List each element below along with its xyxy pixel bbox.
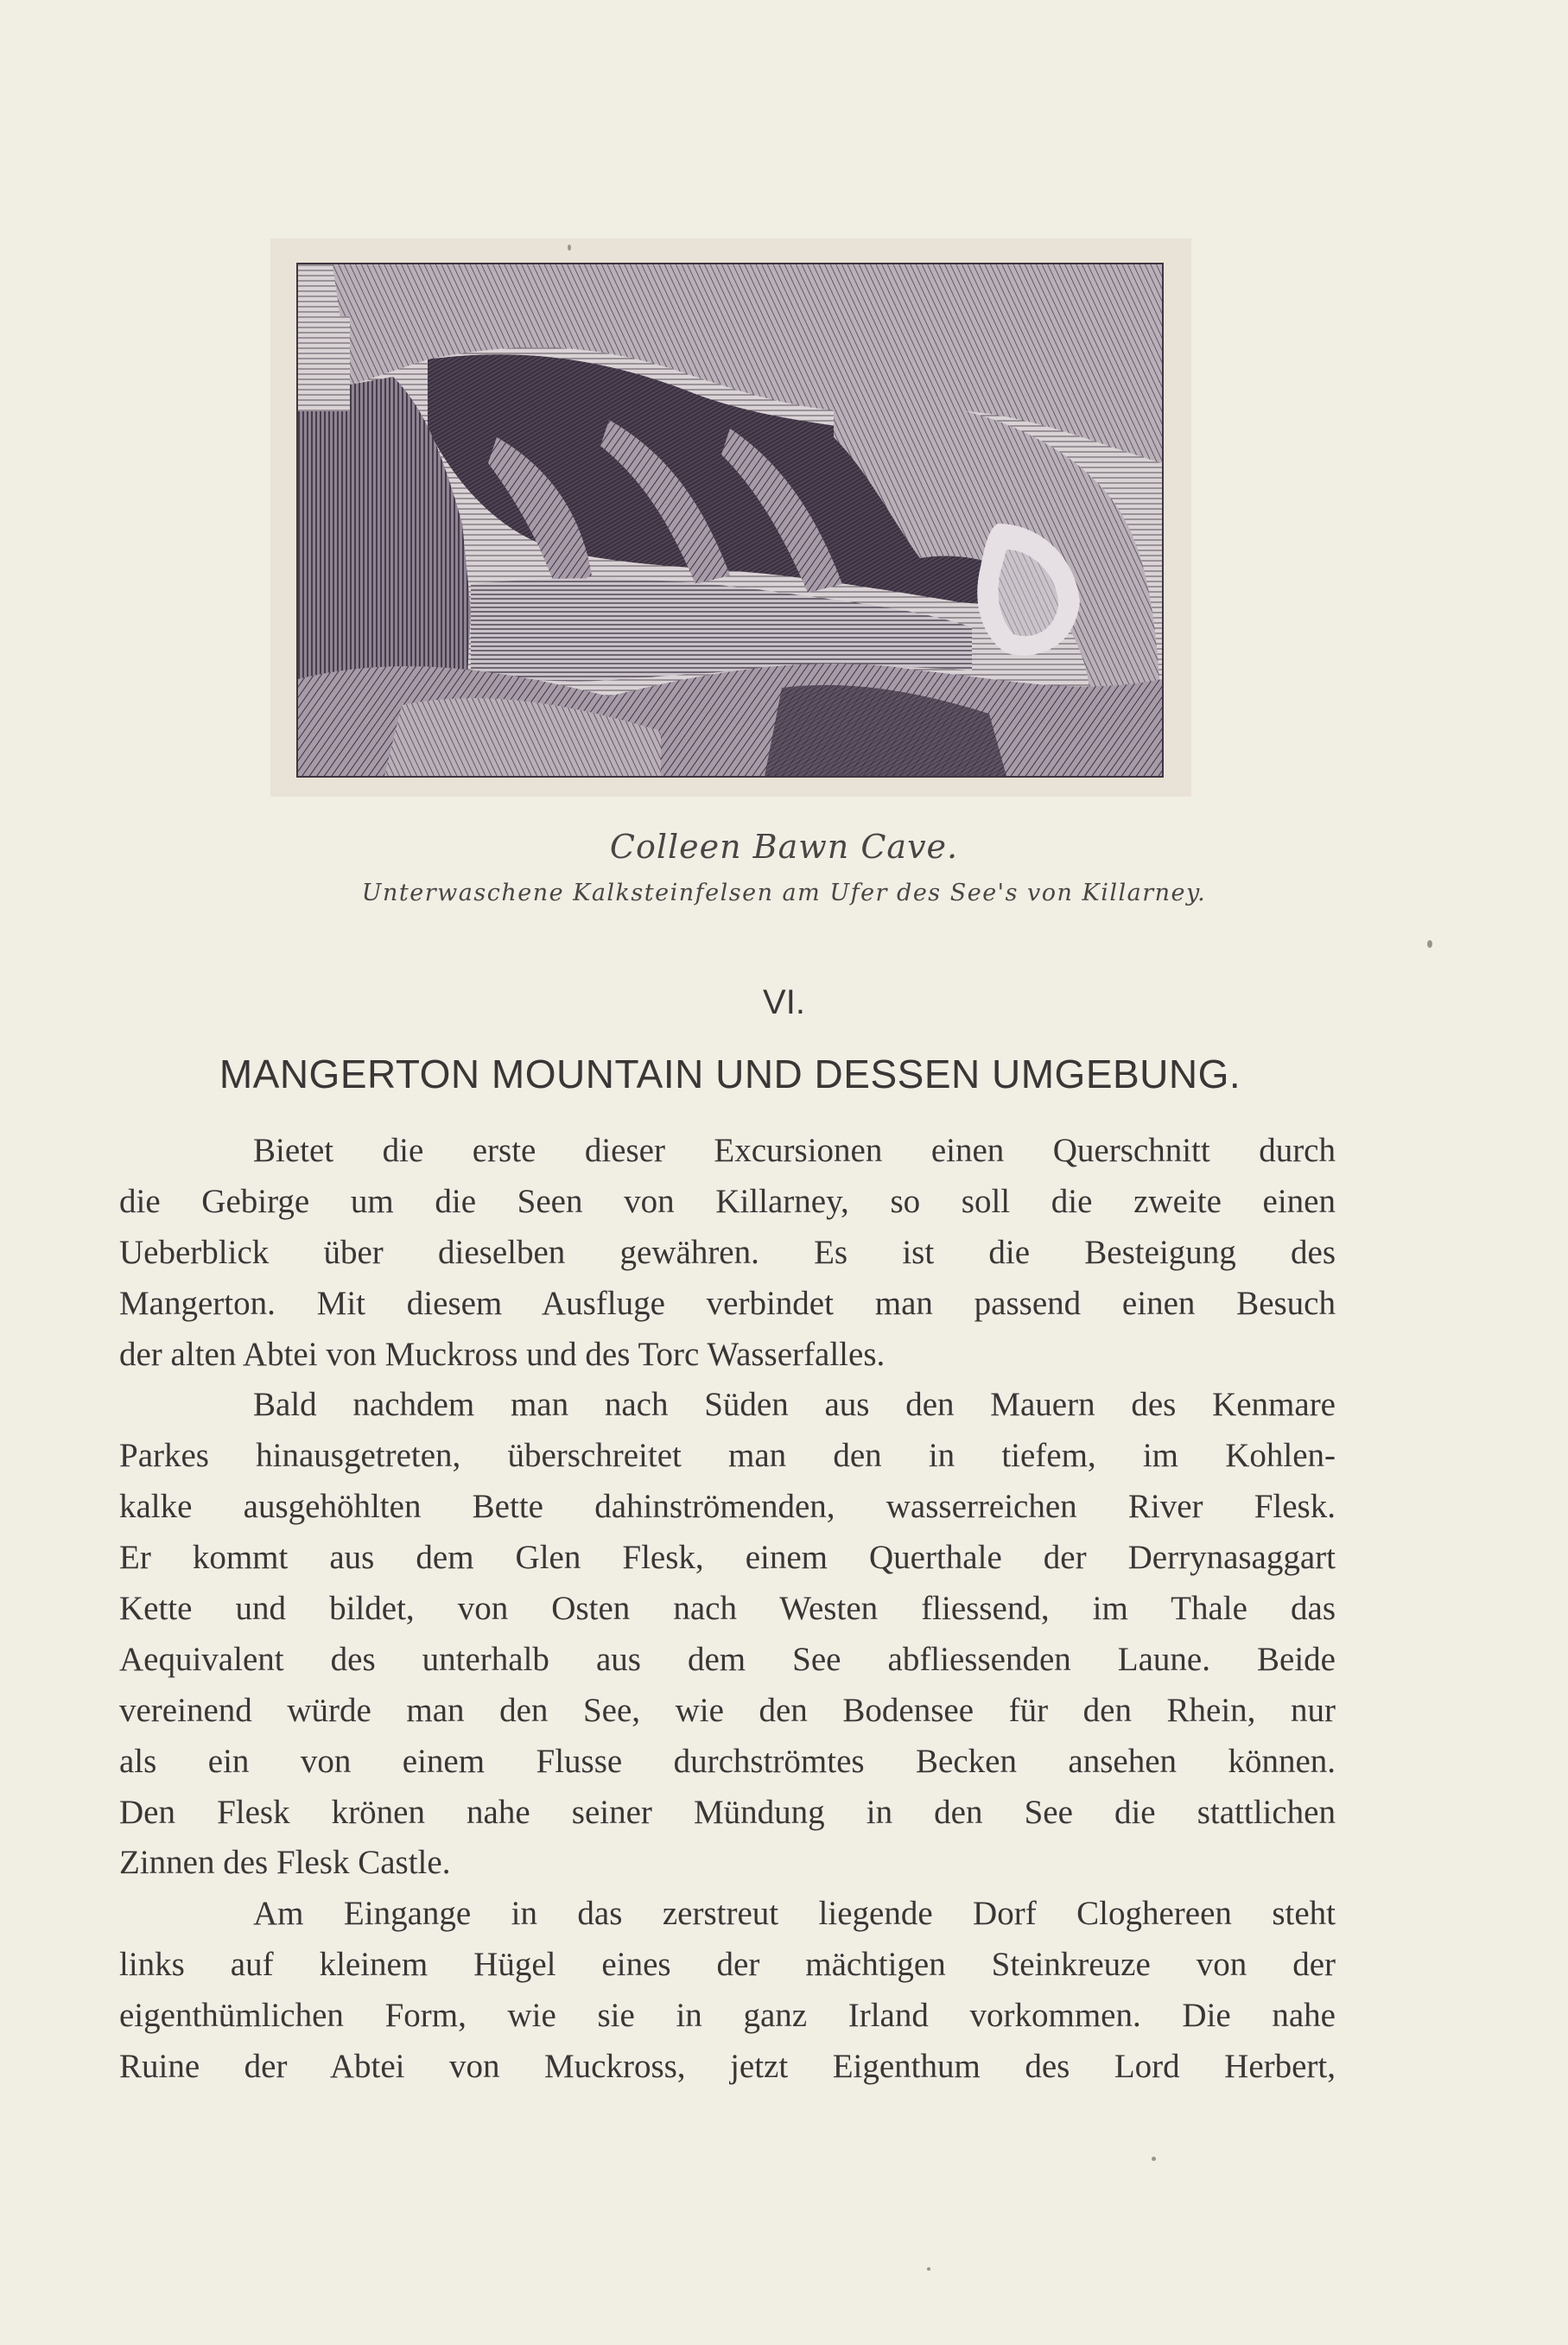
illustration-caption-title: Colleen Bawn Cave. <box>609 828 959 866</box>
text-line: der alten Abtei von Muckross und des Torc Wasserfalles. <box>119 1335 886 1373</box>
text-line: Ruine der Abtei von Muckross, jetzt Eigenthum des Lord Herbert, <box>119 2048 1336 2086</box>
illustration-caption-subtitle: Unterwaschene Kalksteinfelsen am Ufer des See's von Killarney. <box>361 880 1207 906</box>
text-line: links auf kleinem Hügel eines der mächtigen Steinkreuze von der <box>119 1946 1336 1984</box>
text-line: Am Eingange in das zerstreut liegende Dorf Cloghereen steht <box>253 1895 1336 1933</box>
cave-engraving-image <box>296 263 1164 778</box>
chapter-number: VI. <box>763 983 805 1021</box>
text-line: Bald nachdem man nach Süden aus den Mauern des Kenmare <box>253 1386 1336 1424</box>
text-line: die Gebirge um die Seen von Killarney, so soll die zweite einen <box>119 1182 1336 1220</box>
paper-speck <box>927 2267 930 2271</box>
text-line: Den Flesk krönen nahe seiner Mündung in den See die stattlichen <box>119 1793 1336 1831</box>
text-line: kalke ausgehöhlten Bette dahinströmenden, wasserreichen River Flesk. <box>119 1488 1336 1526</box>
text-line: Er kommt aus dem Glen Flesk, einem Querthale der Derrynasaggart <box>119 1539 1336 1577</box>
text-line: eigenthümlichen Form, wie sie in ganz Irland vorkommen. Die nahe <box>119 1997 1336 2035</box>
illustration-plate <box>270 238 1191 797</box>
text-line: Kette und bildet, von Osten nach Westen fliessend, im Thale das <box>119 1590 1336 1628</box>
text-line: Ueberblick über dieselben gewähren. Es ist die Besteigung des <box>119 1233 1336 1271</box>
body-text <box>119 1126 1336 2093</box>
paper-speck <box>1152 2157 1156 2161</box>
paper-speck <box>568 245 571 251</box>
text-line: als ein von einem Flusse durchströmtes Becken ansehen können. <box>119 1742 1336 1780</box>
text-line: Bietet die erste dieser Excursionen einen Querschnitt durch <box>253 1132 1336 1169</box>
text-line: Zinnen des Flesk Castle. <box>119 1844 451 1882</box>
text-line: Mangerton. Mit diesem Ausfluge verbindet man passend einen Besuch <box>119 1284 1336 1322</box>
chapter-title: MANGERTON MOUNTAIN UND DESSEN UMGEBUNG. <box>219 1052 1241 1096</box>
text-line: Parkes hinausgetreten, überschreitet man den in tiefem, im Kohlen- <box>119 1437 1336 1475</box>
text-line: vereinend würde man den See, wie den Bodensee für den Rhein, nur <box>119 1691 1336 1729</box>
text-line: Aequivalent des unterhalb aus dem See abfliessenden Laune. Beide <box>119 1640 1336 1678</box>
paper-speck <box>1427 940 1432 948</box>
